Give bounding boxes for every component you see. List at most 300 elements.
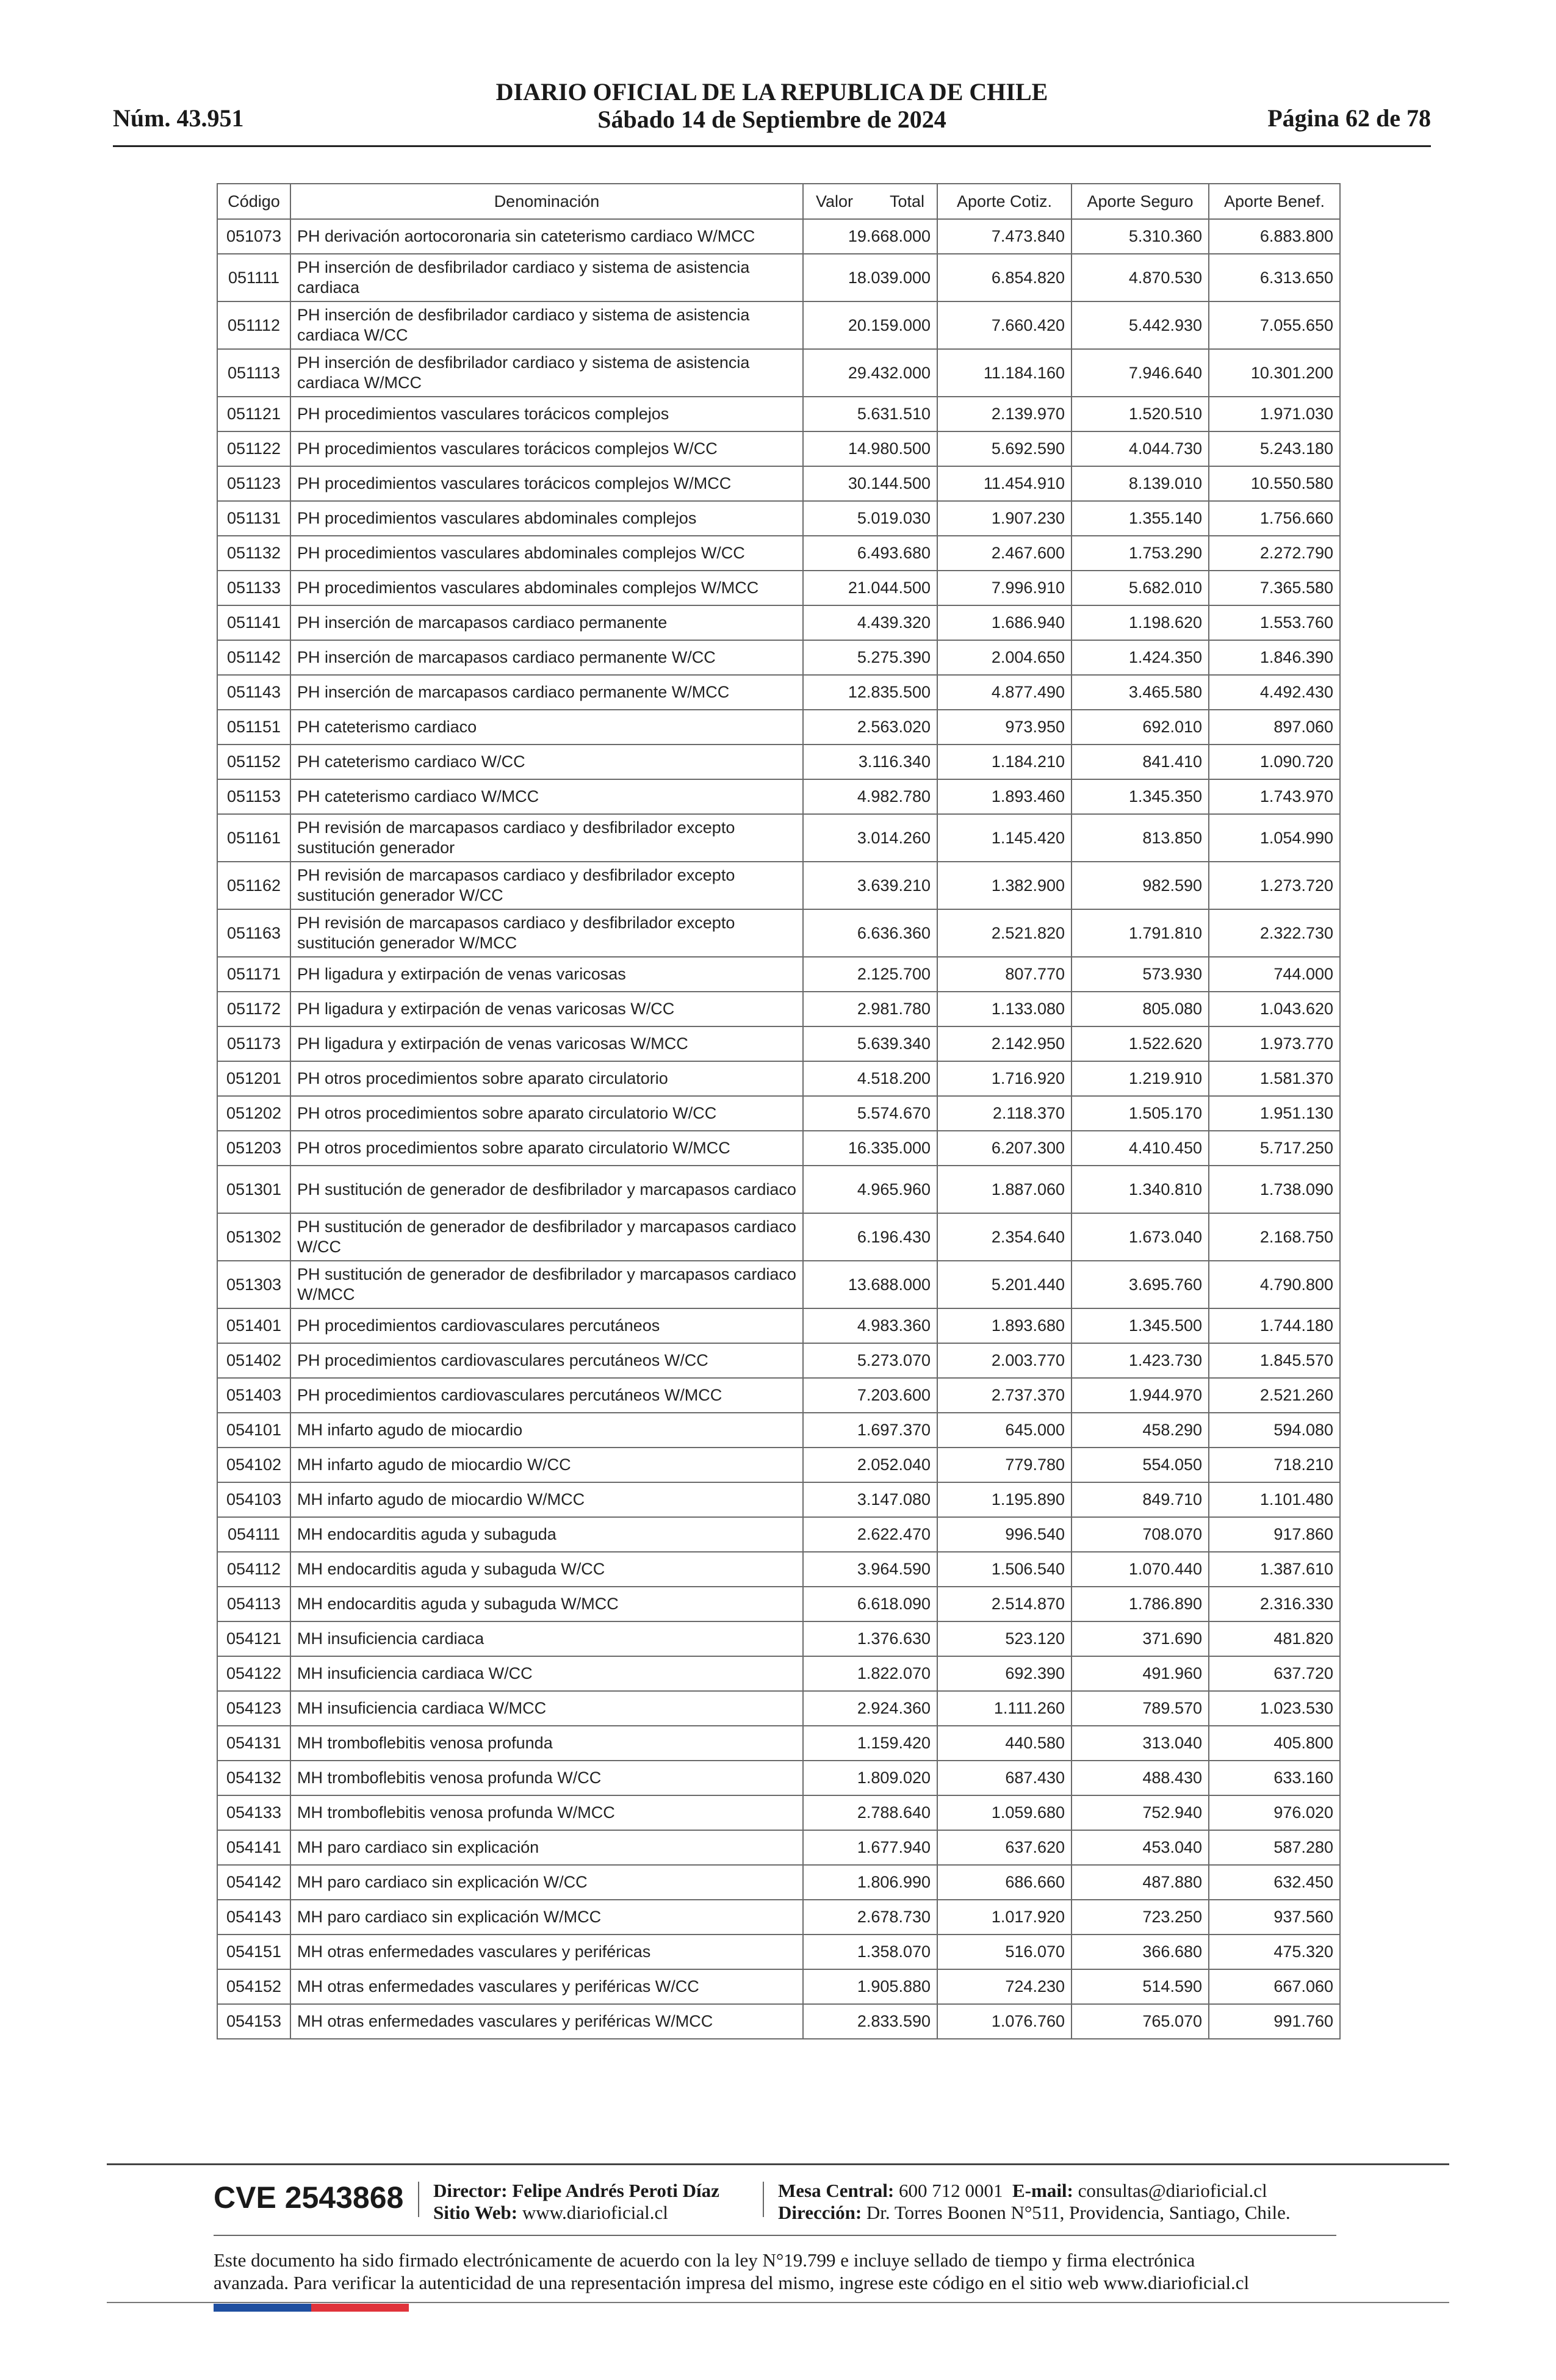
cell-aporte-seguro: 841.410 bbox=[1072, 745, 1209, 779]
cell-value-total: 4.965.960 bbox=[803, 1166, 937, 1213]
cell-aporte-benef: 475.320 bbox=[1209, 1935, 1340, 1969]
cell-denomination: PH otros procedimientos sobre aparato circulatorio bbox=[290, 1061, 803, 1096]
cell-aporte-benef: 594.080 bbox=[1209, 1413, 1340, 1448]
table-row bbox=[217, 1166, 1340, 1213]
cell-aporte-benef: 632.450 bbox=[1209, 1865, 1340, 1900]
cell-aporte-cotiz: 6.207.300 bbox=[937, 1131, 1072, 1166]
table-row bbox=[217, 1691, 1340, 1726]
cell-aporte-cotiz: 1.506.540 bbox=[937, 1552, 1072, 1587]
director-label: Director: bbox=[433, 2180, 508, 2201]
cell-value-total: 6.196.430 bbox=[803, 1213, 937, 1261]
flag-stripe-red bbox=[311, 2304, 409, 2312]
cell-code: 054151 bbox=[217, 1935, 290, 1969]
cell-aporte-benef: 2.316.330 bbox=[1209, 1587, 1340, 1621]
address-label: Dirección: bbox=[778, 2202, 862, 2223]
cell-denomination: MH tromboflebitis venosa profunda W/MCC bbox=[290, 1795, 803, 1830]
cell-code: 054132 bbox=[217, 1761, 290, 1795]
cell-denomination: PH cateterismo cardiaco W/CC bbox=[290, 745, 803, 779]
footer-rule-middle bbox=[214, 2235, 1336, 2236]
cell-aporte-benef: 4.790.800 bbox=[1209, 1261, 1340, 1308]
newspaper-title: DIARIO OFICIAL DE LA REPUBLICA DE CHILE bbox=[495, 78, 1048, 106]
legal-line-1: Este documento ha sido firmado electrónicamente de acuerdo con la ley N°19.799 e incluye sellado de tiempo y firma electrónica bbox=[214, 2249, 1195, 2271]
cell-aporte-cotiz: 779.780 bbox=[937, 1448, 1072, 1482]
cell-denomination: PH ligadura y extirpación de venas varicosas bbox=[290, 957, 803, 992]
table-row bbox=[217, 1552, 1340, 1587]
cell-denomination: MH infarto agudo de miocardio bbox=[290, 1413, 803, 1448]
cell-code: 054142 bbox=[217, 1865, 290, 1900]
cell-value-total: 1.822.070 bbox=[803, 1656, 937, 1691]
cell-code: 051132 bbox=[217, 536, 290, 571]
cell-aporte-cotiz: 692.390 bbox=[937, 1656, 1072, 1691]
cell-denomination: MH otras enfermedades vasculares y periféricas W/MCC bbox=[290, 2004, 803, 2039]
cell-denomination: MH endocarditis aguda y subaguda bbox=[290, 1517, 803, 1552]
cell-aporte-seguro: 789.570 bbox=[1072, 1691, 1209, 1726]
cell-code: 051402 bbox=[217, 1343, 290, 1378]
cell-aporte-benef: 1.273.720 bbox=[1209, 862, 1340, 909]
cell-value-total: 29.432.000 bbox=[803, 349, 937, 397]
cell-value-total: 16.335.000 bbox=[803, 1131, 937, 1166]
cell-aporte-seguro: 1.753.290 bbox=[1072, 536, 1209, 571]
cell-code: 054113 bbox=[217, 1587, 290, 1621]
table-row bbox=[217, 957, 1340, 992]
cell-value-total: 3.116.340 bbox=[803, 745, 937, 779]
cell-aporte-cotiz: 1.184.210 bbox=[937, 745, 1072, 779]
issue-date: Sábado 14 de Septiembre de 2024 bbox=[597, 106, 946, 133]
cell-aporte-cotiz: 724.230 bbox=[937, 1969, 1072, 2004]
cell-code: 051073 bbox=[217, 219, 290, 254]
table-row bbox=[217, 862, 1340, 909]
cell-value-total: 7.203.600 bbox=[803, 1378, 937, 1413]
cell-code: 051122 bbox=[217, 431, 290, 466]
table-row bbox=[217, 1482, 1340, 1517]
cell-aporte-benef: 5.717.250 bbox=[1209, 1131, 1340, 1166]
cell-aporte-cotiz: 440.580 bbox=[937, 1726, 1072, 1761]
cell-aporte-seguro: 458.290 bbox=[1072, 1413, 1209, 1448]
footer-contact-block bbox=[778, 2180, 1291, 2224]
cell-value-total: 5.639.340 bbox=[803, 1026, 937, 1061]
cell-value-total: 1.677.940 bbox=[803, 1830, 937, 1865]
cell-value-total: 12.835.500 bbox=[803, 675, 937, 710]
cell-aporte-seguro: 1.423.730 bbox=[1072, 1343, 1209, 1378]
table-row bbox=[217, 1587, 1340, 1621]
cell-aporte-cotiz: 1.133.080 bbox=[937, 992, 1072, 1026]
cell-aporte-cotiz: 686.660 bbox=[937, 1865, 1072, 1900]
cell-aporte-cotiz: 1.017.920 bbox=[937, 1900, 1072, 1935]
table-row bbox=[217, 1308, 1340, 1343]
cell-aporte-seguro: 487.880 bbox=[1072, 1865, 1209, 1900]
col-header-benef: Aporte Benef. bbox=[1209, 184, 1340, 219]
cell-aporte-benef: 667.060 bbox=[1209, 1969, 1340, 2004]
cell-aporte-seguro: 366.680 bbox=[1072, 1935, 1209, 1969]
cell-aporte-benef: 718.210 bbox=[1209, 1448, 1340, 1482]
table-row bbox=[217, 1026, 1340, 1061]
cell-code: 054133 bbox=[217, 1795, 290, 1830]
web-label: Sitio Web: bbox=[433, 2202, 518, 2223]
cell-denomination: PH inserción de marcapasos cardiaco permanente bbox=[290, 605, 803, 640]
cell-aporte-cotiz: 637.620 bbox=[937, 1830, 1072, 1865]
table-row bbox=[217, 1761, 1340, 1795]
page-header bbox=[113, 78, 1431, 147]
cell-value-total: 4.439.320 bbox=[803, 605, 937, 640]
table-row bbox=[217, 1621, 1340, 1656]
col-header-value-total bbox=[803, 184, 937, 219]
cell-denomination: MH insuficiencia cardiaca W/CC bbox=[290, 1656, 803, 1691]
table-row bbox=[217, 779, 1340, 814]
cell-aporte-benef: 1.101.480 bbox=[1209, 1482, 1340, 1517]
cell-denomination: PH procedimientos cardiovasculares percutáneos W/MCC bbox=[290, 1378, 803, 1413]
cve-code: CVE 2543868 bbox=[214, 2180, 404, 2215]
cell-code: 054112 bbox=[217, 1552, 290, 1587]
cell-code: 051301 bbox=[217, 1166, 290, 1213]
cell-value-total: 1.905.880 bbox=[803, 1969, 937, 2004]
col-header-seguro: Aporte Seguro bbox=[1072, 184, 1209, 219]
cell-aporte-seguro: 1.505.170 bbox=[1072, 1096, 1209, 1131]
cell-value-total: 14.980.500 bbox=[803, 431, 937, 466]
cell-aporte-cotiz: 11.184.160 bbox=[937, 349, 1072, 397]
cell-denomination: PH procedimientos vasculares abdominales complejos W/MCC bbox=[290, 571, 803, 605]
cell-aporte-seguro: 1.791.810 bbox=[1072, 909, 1209, 957]
cell-aporte-benef: 1.846.390 bbox=[1209, 640, 1340, 675]
cell-denomination: PH inserción de desfibrilador cardiaco y sistema de asistencia cardiaca bbox=[290, 254, 803, 301]
cell-aporte-cotiz: 1.893.680 bbox=[937, 1308, 1072, 1343]
cell-denomination: PH ligadura y extirpación de venas varicosas W/CC bbox=[290, 992, 803, 1026]
cell-code: 051153 bbox=[217, 779, 290, 814]
cell-code: 051121 bbox=[217, 397, 290, 431]
cell-denomination: PH procedimientos cardiovasculares percutáneos W/CC bbox=[290, 1343, 803, 1378]
cell-denomination: PH procedimientos vasculares torácicos complejos bbox=[290, 397, 803, 431]
cell-denomination: MH tromboflebitis venosa profunda bbox=[290, 1726, 803, 1761]
cell-aporte-cotiz: 2.004.650 bbox=[937, 640, 1072, 675]
cell-denomination: MH infarto agudo de miocardio W/MCC bbox=[290, 1482, 803, 1517]
col-header-value: Valor bbox=[815, 192, 853, 211]
cell-aporte-benef: 2.272.790 bbox=[1209, 536, 1340, 571]
cell-aporte-benef: 1.043.620 bbox=[1209, 992, 1340, 1026]
cell-aporte-cotiz: 1.887.060 bbox=[937, 1166, 1072, 1213]
cell-aporte-seguro: 453.040 bbox=[1072, 1830, 1209, 1865]
cell-aporte-cotiz: 2.514.870 bbox=[937, 1587, 1072, 1621]
cell-aporte-seguro: 1.198.620 bbox=[1072, 605, 1209, 640]
footer-director-block bbox=[433, 2180, 719, 2224]
cell-aporte-benef: 7.365.580 bbox=[1209, 571, 1340, 605]
cell-aporte-seguro: 1.673.040 bbox=[1072, 1213, 1209, 1261]
cell-aporte-cotiz: 1.382.900 bbox=[937, 862, 1072, 909]
cell-aporte-benef: 976.020 bbox=[1209, 1795, 1340, 1830]
table-row bbox=[217, 219, 1340, 254]
cell-aporte-cotiz: 645.000 bbox=[937, 1413, 1072, 1448]
table-row bbox=[217, 1261, 1340, 1308]
table-row bbox=[217, 1795, 1340, 1830]
cell-aporte-benef: 633.160 bbox=[1209, 1761, 1340, 1795]
cell-denomination: MH paro cardiaco sin explicación W/MCC bbox=[290, 1900, 803, 1935]
cell-aporte-benef: 1.054.990 bbox=[1209, 814, 1340, 862]
cell-aporte-benef: 1.581.370 bbox=[1209, 1061, 1340, 1096]
cell-aporte-cotiz: 996.540 bbox=[937, 1517, 1072, 1552]
cell-code: 054121 bbox=[217, 1621, 290, 1656]
cell-aporte-seguro: 765.070 bbox=[1072, 2004, 1209, 2039]
cell-value-total: 2.788.640 bbox=[803, 1795, 937, 1830]
table-header-row bbox=[217, 184, 1340, 219]
cell-aporte-cotiz: 2.521.820 bbox=[937, 909, 1072, 957]
cell-aporte-seguro: 7.946.640 bbox=[1072, 349, 1209, 397]
cell-denomination: PH cateterismo cardiaco W/MCC bbox=[290, 779, 803, 814]
table-row bbox=[217, 1830, 1340, 1865]
cell-aporte-cotiz: 807.770 bbox=[937, 957, 1072, 992]
cell-code: 054102 bbox=[217, 1448, 290, 1482]
cell-denomination: PH sustitución de generador de desfibrilador y marcapasos cardiaco W/CC bbox=[290, 1213, 803, 1261]
cell-aporte-seguro: 1.345.500 bbox=[1072, 1308, 1209, 1343]
cell-denomination: MH infarto agudo de miocardio W/CC bbox=[290, 1448, 803, 1482]
cell-value-total: 18.039.000 bbox=[803, 254, 937, 301]
cell-aporte-seguro: 752.940 bbox=[1072, 1795, 1209, 1830]
table-row bbox=[217, 909, 1340, 957]
table-row bbox=[217, 675, 1340, 710]
cell-denomination: PH inserción de desfibrilador cardiaco y sistema de asistencia cardiaca W/CC bbox=[290, 301, 803, 349]
postal-address: Dr. Torres Boonen N°511, Providencia, Santiago, Chile. bbox=[866, 2202, 1291, 2223]
cell-value-total: 4.518.200 bbox=[803, 1061, 937, 1096]
cell-value-total: 2.125.700 bbox=[803, 957, 937, 992]
cell-value-total: 5.631.510 bbox=[803, 397, 937, 431]
cell-aporte-seguro: 1.355.140 bbox=[1072, 501, 1209, 536]
cell-aporte-benef: 1.738.090 bbox=[1209, 1166, 1340, 1213]
table-row bbox=[217, 1213, 1340, 1261]
col-header-denomination: Denominación bbox=[290, 184, 803, 219]
cell-code: 051303 bbox=[217, 1261, 290, 1308]
cell-code: 051163 bbox=[217, 909, 290, 957]
cell-aporte-cotiz: 1.686.940 bbox=[937, 605, 1072, 640]
cell-aporte-benef: 587.280 bbox=[1209, 1830, 1340, 1865]
cell-aporte-seguro: 1.944.970 bbox=[1072, 1378, 1209, 1413]
cell-aporte-cotiz: 1.145.420 bbox=[937, 814, 1072, 862]
cell-code: 054122 bbox=[217, 1656, 290, 1691]
cell-code: 051202 bbox=[217, 1096, 290, 1131]
cell-denomination: MH endocarditis aguda y subaguda W/CC bbox=[290, 1552, 803, 1587]
cell-aporte-cotiz: 973.950 bbox=[937, 710, 1072, 745]
table-row bbox=[217, 397, 1340, 431]
mesa-phone: 600 712 0001 bbox=[899, 2180, 1003, 2201]
cell-aporte-benef: 10.550.580 bbox=[1209, 466, 1340, 501]
issue-number: Núm. 43.951 bbox=[113, 104, 244, 132]
cell-code: 051403 bbox=[217, 1378, 290, 1413]
cell-value-total: 5.273.070 bbox=[803, 1343, 937, 1378]
cell-aporte-seguro: 1.522.620 bbox=[1072, 1026, 1209, 1061]
table-row bbox=[217, 1865, 1340, 1900]
cell-denomination: PH procedimientos vasculares torácicos complejos W/MCC bbox=[290, 466, 803, 501]
web-address[interactable]: www.diarioficial.cl bbox=[522, 2202, 668, 2223]
page-number: Página 62 de 78 bbox=[1267, 104, 1431, 132]
cell-aporte-cotiz: 2.139.970 bbox=[937, 397, 1072, 431]
cell-code: 054111 bbox=[217, 1517, 290, 1552]
cell-aporte-cotiz: 2.737.370 bbox=[937, 1378, 1072, 1413]
cell-code: 051131 bbox=[217, 501, 290, 536]
cell-code: 051152 bbox=[217, 745, 290, 779]
table-row bbox=[217, 301, 1340, 349]
cell-aporte-benef: 1.090.720 bbox=[1209, 745, 1340, 779]
cell-aporte-benef: 897.060 bbox=[1209, 710, 1340, 745]
cell-code: 051173 bbox=[217, 1026, 290, 1061]
cell-aporte-seguro: 488.430 bbox=[1072, 1761, 1209, 1795]
cell-code: 051141 bbox=[217, 605, 290, 640]
table-row bbox=[217, 1656, 1340, 1691]
cell-value-total: 1.806.990 bbox=[803, 1865, 937, 1900]
footer-divider bbox=[418, 2182, 419, 2217]
cell-code: 051113 bbox=[217, 349, 290, 397]
cell-aporte-seguro: 3.465.580 bbox=[1072, 675, 1209, 710]
cell-aporte-cotiz: 1.076.760 bbox=[937, 2004, 1072, 2039]
cell-aporte-seguro: 4.044.730 bbox=[1072, 431, 1209, 466]
cell-denomination: PH revisión de marcapasos cardiaco y desfibrilador excepto sustitución generador W/MCC bbox=[290, 909, 803, 957]
cell-value-total: 2.622.470 bbox=[803, 1517, 937, 1552]
cell-aporte-benef: 1.387.610 bbox=[1209, 1552, 1340, 1587]
table-row bbox=[217, 605, 1340, 640]
table-row bbox=[217, 640, 1340, 675]
cell-denomination: PH ligadura y extirpación de venas varicosas W/MCC bbox=[290, 1026, 803, 1061]
cell-denomination: PH procedimientos cardiovasculares percutáneos bbox=[290, 1308, 803, 1343]
cell-aporte-seguro: 554.050 bbox=[1072, 1448, 1209, 1482]
cell-aporte-seguro: 491.960 bbox=[1072, 1656, 1209, 1691]
cell-aporte-cotiz: 687.430 bbox=[937, 1761, 1072, 1795]
cell-denomination: PH sustitución de generador de desfibrilador y marcapasos cardiaco W/MCC bbox=[290, 1261, 803, 1308]
cell-code: 051133 bbox=[217, 571, 290, 605]
cell-code: 054143 bbox=[217, 1900, 290, 1935]
cell-aporte-benef: 937.560 bbox=[1209, 1900, 1340, 1935]
cell-aporte-benef: 1.756.660 bbox=[1209, 501, 1340, 536]
cell-code: 051162 bbox=[217, 862, 290, 909]
cell-aporte-seguro: 1.070.440 bbox=[1072, 1552, 1209, 1587]
table-row bbox=[217, 745, 1340, 779]
tariff-table bbox=[217, 183, 1339, 2039]
masthead bbox=[113, 78, 1431, 133]
cell-denomination: MH otras enfermedades vasculares y periféricas bbox=[290, 1935, 803, 1969]
cell-code: 051123 bbox=[217, 466, 290, 501]
cell-aporte-seguro: 723.250 bbox=[1072, 1900, 1209, 1935]
cell-denomination: PH procedimientos vasculares abdominales complejos bbox=[290, 501, 803, 536]
cell-value-total: 6.636.360 bbox=[803, 909, 937, 957]
cell-aporte-benef: 637.720 bbox=[1209, 1656, 1340, 1691]
table-row bbox=[217, 571, 1340, 605]
cell-aporte-cotiz: 5.201.440 bbox=[937, 1261, 1072, 1308]
cell-aporte-benef: 1.553.760 bbox=[1209, 605, 1340, 640]
cell-aporte-cotiz: 11.454.910 bbox=[937, 466, 1072, 501]
cell-value-total: 4.983.360 bbox=[803, 1308, 937, 1343]
cell-aporte-cotiz: 7.473.840 bbox=[937, 219, 1072, 254]
cell-denomination: MH otras enfermedades vasculares y periféricas W/CC bbox=[290, 1969, 803, 2004]
cell-aporte-cotiz: 2.354.640 bbox=[937, 1213, 1072, 1261]
cell-aporte-benef: 1.973.770 bbox=[1209, 1026, 1340, 1061]
cell-value-total: 2.678.730 bbox=[803, 1900, 937, 1935]
cell-denomination: PH procedimientos vasculares torácicos complejos W/CC bbox=[290, 431, 803, 466]
cell-code: 051112 bbox=[217, 301, 290, 349]
table-row bbox=[217, 1096, 1340, 1131]
cell-denomination: PH otros procedimientos sobre aparato circulatorio W/MCC bbox=[290, 1131, 803, 1166]
cell-code: 054103 bbox=[217, 1482, 290, 1517]
email-address[interactable]: consultas@diarioficial.cl bbox=[1078, 2180, 1267, 2201]
cell-aporte-benef: 1.845.570 bbox=[1209, 1343, 1340, 1378]
cell-denomination: MH insuficiencia cardiaca bbox=[290, 1621, 803, 1656]
cell-aporte-cotiz: 523.120 bbox=[937, 1621, 1072, 1656]
cell-denomination: MH insuficiencia cardiaca W/MCC bbox=[290, 1691, 803, 1726]
flag-stripe-blue bbox=[214, 2304, 311, 2312]
cell-value-total: 13.688.000 bbox=[803, 1261, 937, 1308]
col-header-total: Total bbox=[889, 192, 925, 211]
cell-aporte-cotiz: 1.195.890 bbox=[937, 1482, 1072, 1517]
table-row bbox=[217, 1900, 1340, 1935]
table-row bbox=[217, 2004, 1340, 2039]
cell-code: 051143 bbox=[217, 675, 290, 710]
cell-aporte-benef: 5.243.180 bbox=[1209, 431, 1340, 466]
cell-aporte-benef: 6.883.800 bbox=[1209, 219, 1340, 254]
cell-value-total: 1.809.020 bbox=[803, 1761, 937, 1795]
footer-divider bbox=[763, 2182, 764, 2217]
cell-aporte-cotiz: 1.907.230 bbox=[937, 501, 1072, 536]
cell-aporte-seguro: 708.070 bbox=[1072, 1517, 1209, 1552]
cell-code: 051142 bbox=[217, 640, 290, 675]
cell-denomination: PH sustitución de generador de desfibrilador y marcapasos cardiaco bbox=[290, 1166, 803, 1213]
cell-aporte-benef: 991.760 bbox=[1209, 2004, 1340, 2039]
cell-code: 051151 bbox=[217, 710, 290, 745]
cell-value-total: 4.982.780 bbox=[803, 779, 937, 814]
table-row bbox=[217, 1131, 1340, 1166]
cell-denomination: PH revisión de marcapasos cardiaco y desfibrilador excepto sustitución generador W/CC bbox=[290, 862, 803, 909]
cell-denomination: PH inserción de marcapasos cardiaco permanente W/CC bbox=[290, 640, 803, 675]
cell-code: 051172 bbox=[217, 992, 290, 1026]
cell-aporte-seguro: 1.424.350 bbox=[1072, 640, 1209, 675]
cell-denomination: PH revisión de marcapasos cardiaco y desfibrilador excepto sustitución generador bbox=[290, 814, 803, 862]
cell-value-total: 1.376.630 bbox=[803, 1621, 937, 1656]
cell-value-total: 1.159.420 bbox=[803, 1726, 937, 1761]
cell-aporte-seguro: 514.590 bbox=[1072, 1969, 1209, 2004]
cell-value-total: 2.981.780 bbox=[803, 992, 937, 1026]
cell-value-total: 5.019.030 bbox=[803, 501, 937, 536]
cell-aporte-seguro: 1.345.350 bbox=[1072, 779, 1209, 814]
col-header-code: Código bbox=[217, 184, 290, 219]
cell-aporte-seguro: 313.040 bbox=[1072, 1726, 1209, 1761]
cell-code: 051161 bbox=[217, 814, 290, 862]
table-row bbox=[217, 1061, 1340, 1096]
cell-value-total: 2.833.590 bbox=[803, 2004, 937, 2039]
cell-aporte-benef: 744.000 bbox=[1209, 957, 1340, 992]
cell-value-total: 3.964.590 bbox=[803, 1552, 937, 1587]
cell-aporte-benef: 1.023.530 bbox=[1209, 1691, 1340, 1726]
cell-denomination: PH inserción de desfibrilador cardiaco y sistema de asistencia cardiaca W/MCC bbox=[290, 349, 803, 397]
cell-aporte-seguro: 5.310.360 bbox=[1072, 219, 1209, 254]
cell-aporte-benef: 1.951.130 bbox=[1209, 1096, 1340, 1131]
cell-denomination: MH paro cardiaco sin explicación W/CC bbox=[290, 1865, 803, 1900]
cell-code: 054152 bbox=[217, 1969, 290, 2004]
cell-denomination: MH tromboflebitis venosa profunda W/CC bbox=[290, 1761, 803, 1795]
cell-value-total: 1.358.070 bbox=[803, 1935, 937, 1969]
cell-code: 054101 bbox=[217, 1413, 290, 1448]
cell-value-total: 2.563.020 bbox=[803, 710, 937, 745]
table-row bbox=[217, 1448, 1340, 1482]
cell-aporte-seguro: 8.139.010 bbox=[1072, 466, 1209, 501]
cell-value-total: 3.639.210 bbox=[803, 862, 937, 909]
cell-value-total: 6.618.090 bbox=[803, 1587, 937, 1621]
cell-value-total: 30.144.500 bbox=[803, 466, 937, 501]
cell-code: 051171 bbox=[217, 957, 290, 992]
cell-aporte-benef: 7.055.650 bbox=[1209, 301, 1340, 349]
table-row bbox=[217, 710, 1340, 745]
cell-value-total: 3.014.260 bbox=[803, 814, 937, 862]
cell-aporte-seguro: 5.682.010 bbox=[1072, 571, 1209, 605]
table-row bbox=[217, 1935, 1340, 1969]
cell-aporte-benef: 1.743.970 bbox=[1209, 779, 1340, 814]
cell-aporte-cotiz: 2.467.600 bbox=[937, 536, 1072, 571]
cell-aporte-cotiz: 516.070 bbox=[937, 1935, 1072, 1969]
table-row bbox=[217, 1343, 1340, 1378]
cell-value-total: 5.275.390 bbox=[803, 640, 937, 675]
cell-aporte-seguro: 692.010 bbox=[1072, 710, 1209, 745]
cell-aporte-seguro: 849.710 bbox=[1072, 1482, 1209, 1517]
